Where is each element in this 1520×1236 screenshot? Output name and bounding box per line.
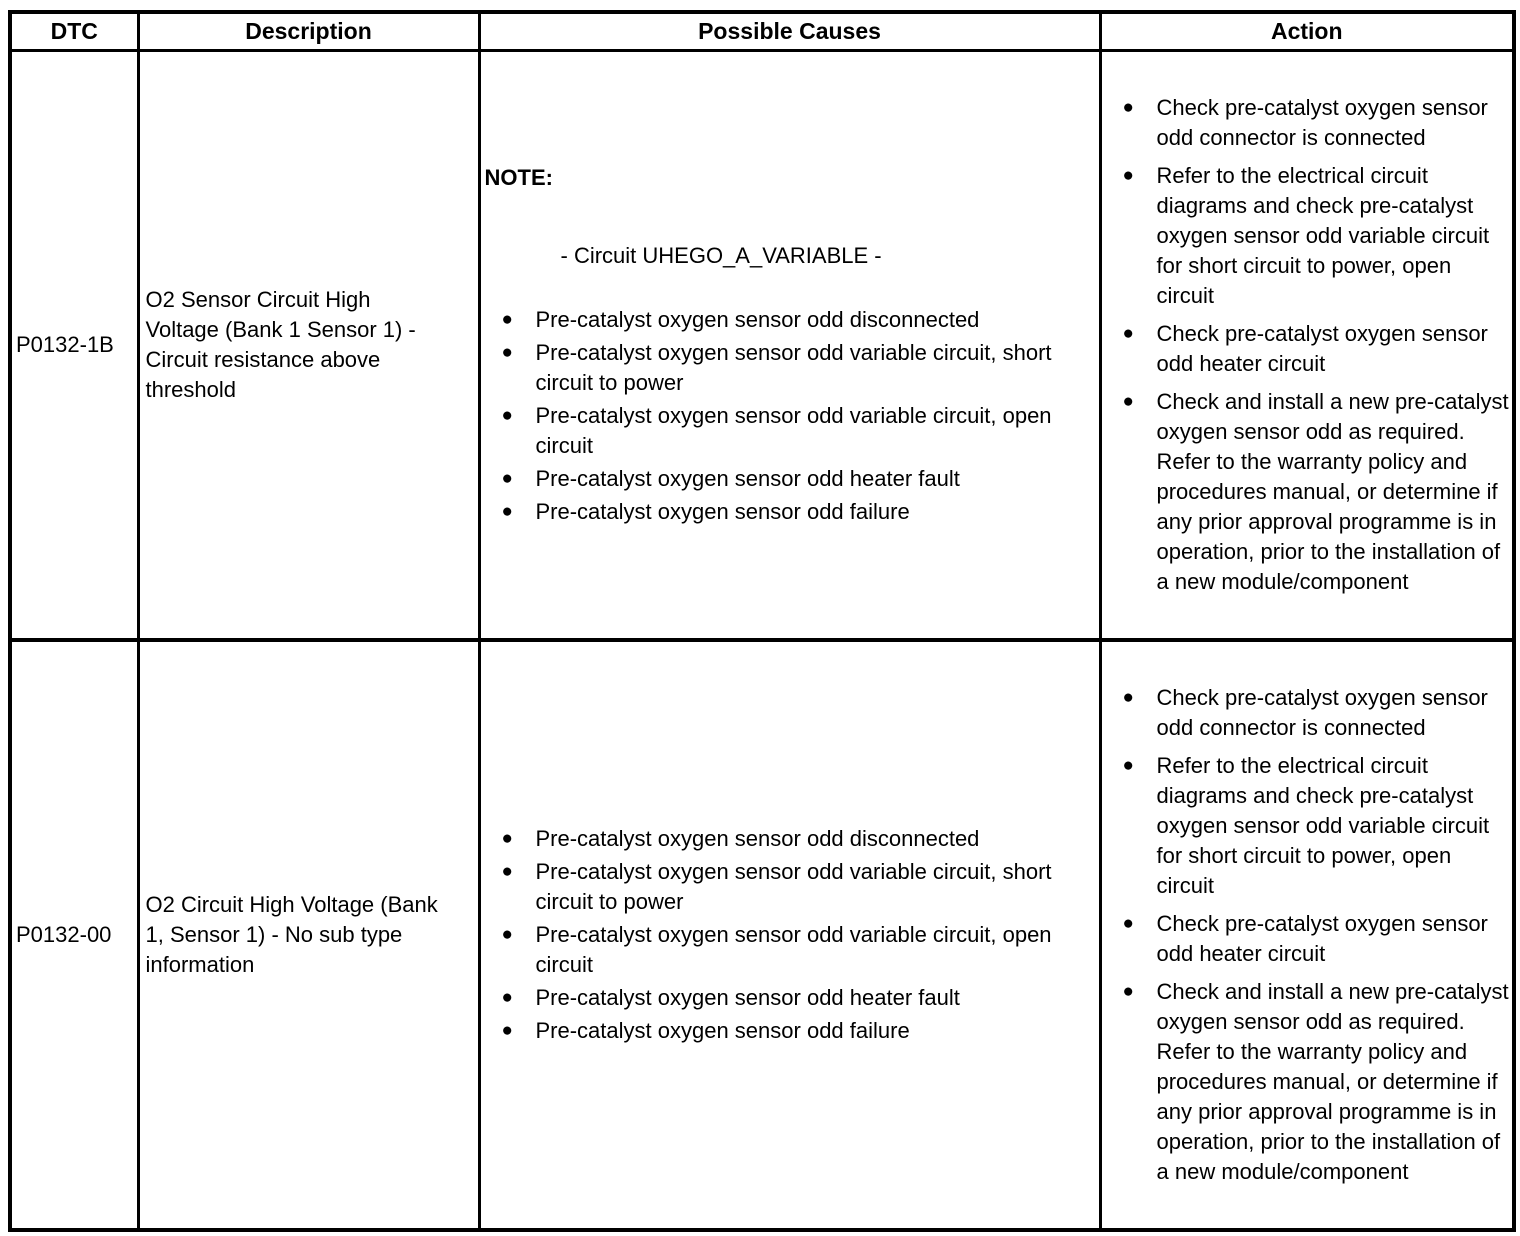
cause-text: Pre-catalyst oxygen sensor odd disconnected <box>535 306 980 332</box>
bullet-icon: ● <box>501 861 513 882</box>
action-text: Refer to the electrical circuit diagrams and check pre-catalyst oxygen sensor odd variable circuit for short circuit to power, open circuit <box>1156 753 1490 898</box>
bullet-icon: ● <box>501 1020 513 1041</box>
dtc-description: O2 Sensor Circuit High Voltage (Bank 1 Sensor 1) - Circuit resistance above threshold <box>138 50 479 640</box>
action-text: Check pre-catalyst oxygen sensor odd heater circuit <box>1156 320 1488 376</box>
dtc-description: O2 Circuit High Voltage (Bank 1, Sensor 1) - No sub type information <box>138 640 479 1230</box>
note-circuit: - Circuit UHEGO_A_VARIABLE - <box>560 242 882 268</box>
list-item <box>481 464 1093 494</box>
list-item <box>481 305 1093 335</box>
cause-text: Pre-catalyst oxygen sensor odd disconnected <box>535 826 980 851</box>
causes-list <box>481 305 1093 527</box>
action-text: Check and install a new pre-catalyst oxygen sensor odd as required. Refer to the warranty policy and procedures manual, or determine if any prior approval programme is in operation, prior to the installation of a new module/component <box>1156 979 1509 1184</box>
dtc-code: P0132-1B <box>10 50 138 640</box>
bullet-icon: ● <box>1122 687 1134 708</box>
list-item <box>1102 751 1511 901</box>
list-item <box>481 920 1093 980</box>
action-cell <box>1100 640 1514 1230</box>
bullet-icon: ● <box>501 924 513 945</box>
cause-text: Pre-catalyst oxygen sensor odd variable circuit, open circuit <box>535 402 1052 458</box>
bullet-icon: ● <box>1122 913 1134 934</box>
header-row <box>10 12 1514 50</box>
action-list <box>1102 683 1511 1187</box>
cause-text: Pre-catalyst oxygen sensor odd variable circuit, open circuit <box>535 922 1052 977</box>
possible-causes-cell <box>479 50 1100 640</box>
bullet-icon: ● <box>501 828 513 849</box>
bullet-icon: ● <box>1122 322 1134 344</box>
bullet-icon: ● <box>1122 755 1134 776</box>
bullet-icon: ● <box>501 341 513 363</box>
bullet-icon: ● <box>501 467 513 489</box>
bullet-icon: ● <box>501 987 513 1008</box>
list-item <box>481 401 1093 461</box>
bullet-icon: ● <box>1122 164 1134 186</box>
list-item <box>1102 977 1511 1187</box>
list-item <box>1102 387 1511 597</box>
list-item <box>481 497 1093 527</box>
list-item <box>1102 683 1511 743</box>
possible-causes-cell <box>479 640 1100 1230</box>
bullet-icon: ● <box>501 404 513 426</box>
cause-text: Pre-catalyst oxygen sensor odd failure <box>535 498 910 524</box>
cause-text: Pre-catalyst oxygen sensor odd heater fault <box>535 465 960 491</box>
header-action: Action <box>1100 12 1514 50</box>
bullet-icon: ● <box>1122 96 1134 118</box>
bullet-icon: ● <box>501 500 513 522</box>
action-text: Check pre-catalyst oxygen sensor odd connector is connected <box>1156 685 1488 740</box>
note-label: NOTE: <box>484 164 553 190</box>
list-item <box>1102 161 1511 311</box>
list-item <box>481 983 1093 1013</box>
cause-text: Pre-catalyst oxygen sensor odd variable circuit, short circuit to power <box>535 339 1052 395</box>
causes-list <box>481 824 1093 1046</box>
note-block <box>481 163 1093 271</box>
list-item <box>481 824 1093 854</box>
action-text: Check and install a new pre-catalyst oxygen sensor odd as required. Refer to the warranty policy and procedures manual, or determine if any prior approval programme is in operation, prior to the installation of a new module/component <box>1156 388 1509 594</box>
bullet-icon: ● <box>1122 981 1134 1002</box>
dtc-table <box>8 10 1516 1232</box>
action-text: Check pre-catalyst oxygen sensor odd connector is connected <box>1156 94 1488 150</box>
header-description: Description <box>138 12 479 50</box>
bullet-icon: ● <box>1122 390 1134 412</box>
action-text: Refer to the electrical circuit diagrams and check pre-catalyst oxygen sensor odd variable circuit for short circuit to power, open circuit <box>1156 162 1490 308</box>
header-possible-causes: Possible Causes <box>479 12 1100 50</box>
table-row <box>10 50 1514 640</box>
action-list <box>1102 93 1511 597</box>
header-dtc: DTC <box>10 12 138 50</box>
action-text: Check pre-catalyst oxygen sensor odd heater circuit <box>1156 911 1488 966</box>
bullet-icon: ● <box>501 308 513 330</box>
dtc-code: P0132-00 <box>10 640 138 1230</box>
cause-text: Pre-catalyst oxygen sensor odd heater fault <box>535 985 960 1010</box>
cause-text: Pre-catalyst oxygen sensor odd variable circuit, short circuit to power <box>535 859 1052 914</box>
list-item <box>1102 93 1511 153</box>
action-cell <box>1100 50 1514 640</box>
cause-text: Pre-catalyst oxygen sensor odd failure <box>535 1018 910 1043</box>
list-item <box>1102 909 1511 969</box>
list-item <box>1102 319 1511 379</box>
table-row <box>10 640 1514 1230</box>
list-item <box>481 1016 1093 1046</box>
list-item <box>481 857 1093 917</box>
list-item <box>481 338 1093 398</box>
